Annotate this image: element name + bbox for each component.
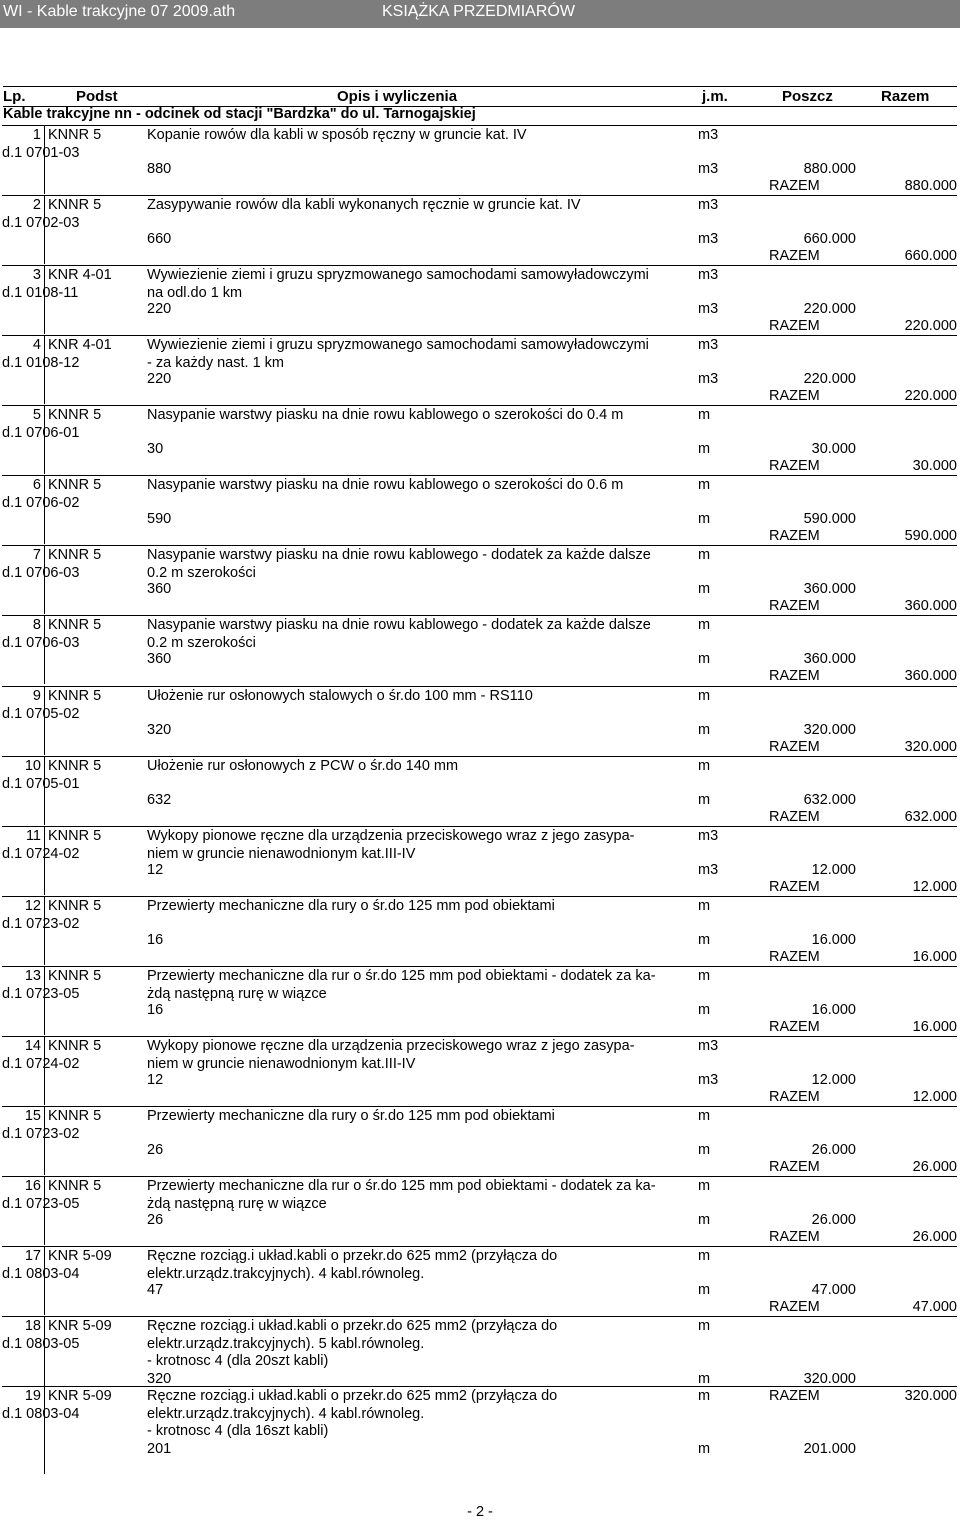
calc-quantity: 12 <box>147 1072 164 1088</box>
calc-quantity: 47 <box>147 1282 164 1298</box>
razem-label: RAZEM <box>769 739 820 755</box>
razem-label: RAZEM <box>769 1089 820 1105</box>
item-unit: m <box>698 968 711 984</box>
calc-quantity: 360 <box>147 581 172 597</box>
calc-value: 360.000 <box>803 581 856 597</box>
description-line: Przewierty mechaniczne dla rur o śr.do 125 mm pod obiektami - dodatek za ka- <box>147 968 656 984</box>
item-basis-catalog: KNNR 5 <box>48 898 102 914</box>
razem-label: RAZEM <box>769 809 820 825</box>
item-basis-table: d.1 0701-03 <box>2 145 80 161</box>
calc-unit: m <box>698 511 711 527</box>
item-number: 8 <box>32 617 41 633</box>
calc-quantity: 12 <box>147 862 164 878</box>
description-line: Nasypanie warstwy piasku na dnie rowu kablowego - dodatek za każde dalsze <box>147 547 651 563</box>
calc-value: 201.000 <box>803 1441 856 1457</box>
razem-label: RAZEM <box>769 949 820 965</box>
description-line: Ręczne rozciąg.i układ.kabli o przekr.do 625 mm2 (przyłącza do <box>147 1318 558 1334</box>
item-block <box>0 756 960 827</box>
item-unit: m3 <box>698 267 719 283</box>
item-number: 5 <box>32 407 41 423</box>
razem-total: 16.000 <box>912 949 957 965</box>
item-description <box>147 1388 557 1441</box>
item-separator <box>2 1316 957 1317</box>
razem-label: RAZEM <box>769 528 820 544</box>
calc-unit: m <box>698 1142 711 1158</box>
calc-value: 30.000 <box>811 441 856 457</box>
item-description <box>147 267 649 302</box>
item-number: 10 <box>24 758 41 774</box>
calc-value: 220.000 <box>803 301 856 317</box>
item-number: 7 <box>32 547 41 563</box>
item-basis-table: d.1 0724-02 <box>2 1056 80 1072</box>
razem-total: 16.000 <box>912 1019 957 1035</box>
razem-total: 12.000 <box>912 1089 957 1105</box>
calc-value: 880.000 <box>803 161 856 177</box>
item-separator <box>2 756 957 757</box>
calc-unit: m3 <box>698 862 719 878</box>
description-line: Przewierty mechaniczne dla rury o śr.do 125 mm pod obiektami <box>147 898 555 914</box>
item-unit: m <box>698 407 711 423</box>
item-basis-table: d.1 0723-05 <box>2 986 80 1002</box>
item-block <box>0 195 960 266</box>
item-separator <box>2 686 957 687</box>
razem-total: 632.000 <box>904 809 957 825</box>
description-line: 0.2 m szerokości <box>147 564 256 581</box>
razem-total: 660.000 <box>904 248 957 264</box>
description-line: Ręczne rozciąg.i układ.kabli o przekr.do 625 mm2 (przyłącza do <box>147 1388 558 1404</box>
item-description <box>147 547 651 582</box>
item-basis-table: d.1 0706-01 <box>2 425 80 441</box>
item-block <box>0 545 960 616</box>
item-unit: m3 <box>698 1038 719 1054</box>
item-basis-table: d.1 0723-05 <box>2 1196 80 1212</box>
razem-total: 880.000 <box>904 178 957 194</box>
calc-unit: m3 <box>698 1072 719 1088</box>
item-basis-catalog: KNR 5-09 <box>48 1318 112 1334</box>
item-basis-table: d.1 0803-04 <box>2 1406 80 1422</box>
item-block <box>0 615 960 686</box>
item-block <box>0 1106 960 1177</box>
calc-value: 16.000 <box>811 1002 856 1018</box>
item-unit: m <box>698 1108 711 1124</box>
item-number: 13 <box>24 968 41 984</box>
item-block <box>0 1386 960 1476</box>
calc-value: 220.000 <box>803 371 856 387</box>
item-basis-catalog: KNNR 5 <box>48 617 102 633</box>
item-block <box>0 1036 960 1107</box>
calc-quantity: 660 <box>147 231 172 247</box>
razem-label: RAZEM <box>769 668 820 684</box>
description-line: Nasypanie warstwy piasku na dnie rowu kablowego o szerokości do 0.4 m <box>147 407 624 423</box>
item-basis-table: d.1 0803-05 <box>2 1336 80 1352</box>
item-description <box>147 197 581 215</box>
item-basis-catalog: KNNR 5 <box>48 547 102 563</box>
razem-total: 220.000 <box>904 388 957 404</box>
item-number: 4 <box>32 337 41 353</box>
item-separator <box>2 615 957 616</box>
item-description <box>147 1178 656 1213</box>
description-line: - za każdy nast. 1 km <box>147 354 284 371</box>
calc-quantity: 220 <box>147 371 172 387</box>
item-unit: m <box>698 688 711 704</box>
calc-value: 590.000 <box>803 511 856 527</box>
item-unit: m <box>698 1318 711 1334</box>
razem-total: 220.000 <box>904 318 957 334</box>
item-unit: m3 <box>698 337 719 353</box>
item-separator <box>2 1386 957 1387</box>
item-block <box>0 1176 960 1247</box>
item-number: 3 <box>32 267 41 283</box>
razem-label: RAZEM <box>769 1229 820 1245</box>
item-basis-catalog: KNNR 5 <box>48 1178 102 1194</box>
description-line: Ułożenie rur osłonowych z PCW o śr.do 140 mm <box>147 758 459 774</box>
calc-unit: m <box>698 1212 711 1228</box>
description-line: elektr.urządz.trakcyjnych). 4 kabl.równoleg. <box>147 1265 425 1282</box>
description-line: Kopanie rowów dla kabli w sposób ręczny w gruncie kat. IV <box>147 127 527 143</box>
col-lp: Lp. <box>3 88 26 105</box>
item-basis-catalog: KNNR 5 <box>48 758 102 774</box>
calc-quantity: 201 <box>147 1441 172 1457</box>
item-basis-catalog: KNR 5-09 <box>48 1388 112 1404</box>
item-unit: m <box>698 1388 711 1404</box>
calc-unit: m <box>698 1002 711 1018</box>
razem-label: RAZEM <box>769 178 820 194</box>
item-basis-table: d.1 0705-02 <box>2 706 80 722</box>
calc-value: 16.000 <box>811 932 856 948</box>
item-basis-table: d.1 0723-02 <box>2 916 80 932</box>
col-podst: Podst <box>76 88 118 105</box>
description-line: żdą następną rurę w wiązce <box>147 1195 327 1212</box>
calc-quantity: 590 <box>147 511 172 527</box>
item-unit: m3 <box>698 197 719 213</box>
item-description <box>147 1248 557 1283</box>
item-basis-table: d.1 0108-12 <box>2 355 80 371</box>
calc-unit: m <box>698 441 711 457</box>
item-number: 11 <box>25 828 41 844</box>
col-jm: j.m. <box>702 88 728 105</box>
item-number: 16 <box>24 1178 41 1194</box>
description-line: Przewierty mechaniczne dla rury o śr.do 125 mm pod obiektami <box>147 1108 555 1124</box>
item-block <box>0 265 960 336</box>
item-basis-catalog: KNNR 5 <box>48 197 102 213</box>
item-unit: m3 <box>698 828 719 844</box>
item-separator <box>2 545 957 546</box>
item-description <box>147 1318 557 1371</box>
item-number: 2 <box>32 197 41 213</box>
razem-total: 26.000 <box>912 1159 957 1175</box>
description-line: elektr.urządz.trakcyjnych). 4 kabl.równoleg. <box>147 1405 425 1422</box>
item-basis-catalog: KNNR 5 <box>48 1108 102 1124</box>
item-description <box>147 477 623 495</box>
razem-label: RAZEM <box>769 388 820 404</box>
description-line: niem w gruncie nienawodnionym kat.III-IV <box>147 845 416 862</box>
item-unit: m <box>698 1178 711 1194</box>
column-headers <box>3 86 957 107</box>
item-number: 18 <box>24 1318 41 1334</box>
description-line: elektr.urządz.trakcyjnych). 5 kabl.równoleg. <box>147 1335 425 1352</box>
item-separator <box>2 265 957 266</box>
item-block <box>0 475 960 546</box>
calc-quantity: 26 <box>147 1142 164 1158</box>
item-basis-catalog: KNNR 5 <box>48 968 102 984</box>
description-line: Wykopy pionowe ręczne dla urządzenia przeciskowego wraz z jego zasypa- <box>147 828 635 844</box>
item-number: 17 <box>24 1248 41 1264</box>
calc-quantity: 320 <box>147 1371 172 1387</box>
item-number: 14 <box>24 1038 41 1054</box>
calc-unit: m3 <box>698 301 719 317</box>
item-basis-table: d.1 0706-03 <box>2 565 80 581</box>
calc-unit: m3 <box>698 161 719 177</box>
item-block <box>0 125 960 196</box>
description-line: niem w gruncie nienawodnionym kat.III-IV <box>147 1055 416 1072</box>
item-separator <box>2 1246 957 1247</box>
razem-label: RAZEM <box>769 1159 820 1175</box>
item-unit: m <box>698 898 711 914</box>
item-basis-table: d.1 0706-02 <box>2 495 80 511</box>
item-separator <box>2 826 957 827</box>
razem-total: 590.000 <box>904 528 957 544</box>
description-line: Zasypywanie rowów dla kabli wykonanych ręcznie w gruncie kat. IV <box>147 197 581 213</box>
item-basis-catalog: KNNR 5 <box>48 407 102 423</box>
description-line: Nasypanie warstwy piasku na dnie rowu kablowego o szerokości do 0.6 m <box>147 477 624 493</box>
calc-value: 360.000 <box>803 651 856 667</box>
item-number: 15 <box>24 1108 41 1124</box>
item-block <box>0 335 960 406</box>
calc-unit: m3 <box>698 371 719 387</box>
section-title: Kable trakcyjne nn - odcinek od stacji "Bardzka" do ul. Tarnogajskiej <box>3 106 476 122</box>
calc-quantity: 16 <box>147 932 164 948</box>
item-number: 6 <box>32 477 41 493</box>
item-number: 19 <box>24 1388 41 1404</box>
item-basis-catalog: KNR 5-09 <box>48 1248 112 1264</box>
description-line: Nasypanie warstwy piasku na dnie rowu kablowego - dodatek za każde dalsze <box>147 617 651 633</box>
item-block <box>0 405 960 476</box>
item-basis-catalog: KNR 4-01 <box>48 337 112 353</box>
item-separator <box>2 195 957 196</box>
calc-value: 26.000 <box>811 1212 856 1228</box>
description-line: - krotnosc 4 (dla 16szt kabli) <box>147 1423 329 1439</box>
item-block <box>0 686 960 757</box>
description-line: Ułożenie rur osłonowych stalowych o śr.do 100 mm - RS110 <box>147 688 533 704</box>
description-line: 0.2 m szerokości <box>147 634 256 651</box>
razem-total: 26.000 <box>912 1229 957 1245</box>
item-description <box>147 968 656 1003</box>
book-title: KSIĄŻKA PRZEDMIARÓW <box>382 3 575 20</box>
item-unit: m <box>698 1248 711 1264</box>
calc-unit: m <box>698 1371 711 1387</box>
item-number: 12 <box>24 898 41 914</box>
calc-quantity: 30 <box>147 441 164 457</box>
item-description <box>147 898 555 916</box>
description-line: - krotnosc 4 (dla 20szt kabli) <box>147 1353 329 1369</box>
calc-value: 47.000 <box>811 1282 856 1298</box>
description-line: na odl.do 1 km <box>147 284 243 301</box>
item-basis-table: d.1 0723-02 <box>2 1126 80 1142</box>
item-description <box>147 1108 555 1126</box>
item-block <box>0 1246 960 1317</box>
calc-quantity: 26 <box>147 1212 164 1228</box>
item-separator <box>2 405 957 406</box>
file-title: WI - Kable trakcyjne 07 2009.ath <box>3 3 236 20</box>
item-basis-table: d.1 0706-03 <box>2 635 80 651</box>
item-separator <box>2 125 957 126</box>
razem-total: 360.000 <box>904 598 957 614</box>
razem-label: RAZEM <box>769 1299 820 1315</box>
item-separator <box>2 896 957 897</box>
col-poszcz: Poszcz <box>782 88 833 105</box>
item-basis-catalog: KNR 4-01 <box>48 267 112 283</box>
razem-total: 320.000 <box>904 739 957 755</box>
item-basis-table: d.1 0724-02 <box>2 846 80 862</box>
razem-total: 47.000 <box>912 1299 957 1315</box>
calc-value: 12.000 <box>811 862 856 878</box>
calc-value: 12.000 <box>811 1072 856 1088</box>
item-unit: m <box>698 617 711 633</box>
calc-value: 320.000 <box>803 1371 856 1387</box>
item-separator <box>2 1036 957 1037</box>
calc-value: 632.000 <box>803 792 856 808</box>
item-basis-table: d.1 0705-01 <box>2 776 80 792</box>
calc-unit: m <box>698 932 711 948</box>
razem-label: RAZEM <box>769 458 820 474</box>
calc-value: 660.000 <box>803 231 856 247</box>
description-line: żdą następną rurę w wiązce <box>147 985 327 1002</box>
item-block <box>0 966 960 1037</box>
item-basis-table: d.1 0803-04 <box>2 1266 80 1282</box>
razem-total: 30.000 <box>912 458 957 474</box>
item-basis-catalog: KNNR 5 <box>48 127 102 143</box>
item-separator <box>2 335 957 336</box>
item-basis-table: d.1 0702-03 <box>2 215 80 231</box>
razem-label: RAZEM <box>769 1019 820 1035</box>
item-description <box>147 758 458 776</box>
razem-total: 320.000 <box>904 1388 957 1404</box>
page-header <box>0 0 960 28</box>
item-basis-catalog: KNNR 5 <box>48 688 102 704</box>
item-number: 1 <box>32 127 41 143</box>
item-block <box>0 826 960 897</box>
description-line: Wywiezienie ziemi i gruzu spryzmowanego samochodami samowyładowczymi <box>147 267 649 283</box>
calc-unit: m <box>698 1441 711 1457</box>
item-separator <box>2 1106 957 1107</box>
calc-quantity: 632 <box>147 792 172 808</box>
description-line: Wywiezienie ziemi i gruzu spryzmowanego samochodami samowyładowczymi <box>147 337 649 353</box>
item-separator <box>2 475 957 476</box>
item-description <box>147 688 533 706</box>
item-basis-table: d.1 0108-11 <box>2 285 79 301</box>
calc-quantity: 360 <box>147 651 172 667</box>
razem-label: RAZEM <box>769 318 820 334</box>
item-unit: m <box>698 758 711 774</box>
item-vertical-rule <box>44 1386 45 1474</box>
item-description <box>147 127 527 145</box>
item-description <box>147 828 634 863</box>
calc-quantity: 880 <box>147 161 172 177</box>
calc-unit: m <box>698 651 711 667</box>
razem-label: RAZEM <box>769 248 820 264</box>
item-separator <box>2 1176 957 1177</box>
item-basis-catalog: KNNR 5 <box>48 477 102 493</box>
razem-label: RAZEM <box>769 598 820 614</box>
razem-label: RAZEM <box>769 1388 820 1404</box>
razem-label: RAZEM <box>769 879 820 895</box>
item-separator <box>2 966 957 967</box>
item-unit: m <box>698 547 711 563</box>
page-number: - 2 - <box>467 1504 493 1520</box>
razem-total: 360.000 <box>904 668 957 684</box>
calc-unit: m3 <box>698 231 719 247</box>
item-description <box>147 1038 634 1073</box>
item-basis-catalog: KNNR 5 <box>48 828 102 844</box>
calc-quantity: 16 <box>147 1002 164 1018</box>
item-unit: m <box>698 477 711 493</box>
col-razem: Razem <box>881 88 930 105</box>
calc-value: 320.000 <box>803 722 856 738</box>
item-description <box>147 337 649 372</box>
calc-unit: m <box>698 1282 711 1298</box>
item-basis-catalog: KNNR 5 <box>48 1038 102 1054</box>
description-line: Wykopy pionowe ręczne dla urządzenia przeciskowego wraz z jego zasypa- <box>147 1038 635 1054</box>
calc-quantity: 220 <box>147 301 172 317</box>
calc-unit: m <box>698 792 711 808</box>
col-opis: Opis i wyliczenia <box>337 88 458 105</box>
description-line: Ręczne rozciąg.i układ.kabli o przekr.do 625 mm2 (przyłącza do <box>147 1248 558 1264</box>
description-line: Przewierty mechaniczne dla rur o śr.do 125 mm pod obiektami - dodatek za ka- <box>147 1178 656 1194</box>
calc-quantity: 320 <box>147 722 172 738</box>
calc-unit: m <box>698 722 711 738</box>
razem-total: 12.000 <box>912 879 957 895</box>
item-number: 9 <box>32 688 41 704</box>
calc-unit: m <box>698 581 711 597</box>
item-description <box>147 407 623 425</box>
item-unit: m3 <box>698 127 719 143</box>
item-block <box>0 896 960 967</box>
calc-value: 26.000 <box>811 1142 856 1158</box>
item-description <box>147 617 651 652</box>
